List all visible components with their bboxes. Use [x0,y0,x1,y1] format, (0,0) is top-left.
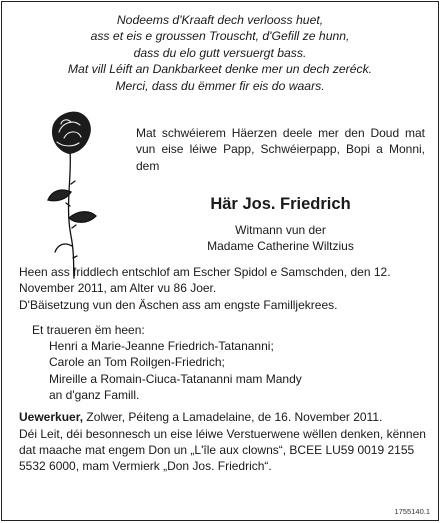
donation-notice: Déi Leit, déi besonnesch un eise léiwe Verstuerwene wëllen denken, kënnen dat maache mat engem Don un „L'île aux clowns“, BCEE LU59 0019 2155 5532 6000, mam Vermierk „Don Jos. Friedrich“. [19,426,426,474]
death-notice: Heen ass friddlech entschlof am Escher Spidol e Samschden, den 12. November 2011, am Alter vu 86 Joer. [19,265,391,296]
spouse-name: Madame Catherine Wiltzius [207,239,354,253]
widower-info [136,222,425,254]
poem-line: Mat vill Léift an Dankbarkeet denke mer un dech zeréck. [67,62,373,77]
widower-line: Witmann vun der [235,223,326,237]
mourner-line: Henri a Marie-Jeanne Friedrich-Tatananni; [49,339,274,354]
place-date-rest: Zolwer, Péiteng a Lamadelaine, de 16. November 2011. [83,410,383,425]
memorial-poem [2,12,438,94]
poem-line: Merci, dass du ëmmer fir eis do waars. [115,78,325,93]
reference-number: 1755140.1 [394,507,430,516]
mourner-line: an d'ganz Famill. [49,388,140,403]
mourner-line: Mireille a Romain-Ciuca-Tatananni mam Mandy [49,371,302,386]
rose-icon [40,106,104,282]
deceased-name: Här Jos. Friedrich [210,195,351,213]
mourner-line: Carole an Tom Roilgen-Friedrich; [49,355,225,370]
poem-line: ass et eis e groussen Trouscht, d'Gefill ze hunn, [90,29,350,44]
mourners-intro: Et traueren ëm heen: [32,322,145,337]
announcement-intro: Mat schwéierem Häerzen deele mer den Doud mat vun eise léiwe Papp, Schwéierpapp, Bopi a Monni, dem [136,126,425,173]
poem-line: Nodeems d'Kraaft dech verlooss huet, [116,13,324,27]
place-name: Uewerkuer, [19,410,84,425]
burial-notice: D'Bäisetzung vun den Äschen ass am engste Familljekrees. [19,297,338,312]
place-date [19,409,429,425]
obituary-notice [1,1,439,521]
poem-line: dass du elo gutt versuergt bass. [133,45,307,60]
notice-body [19,264,429,475]
